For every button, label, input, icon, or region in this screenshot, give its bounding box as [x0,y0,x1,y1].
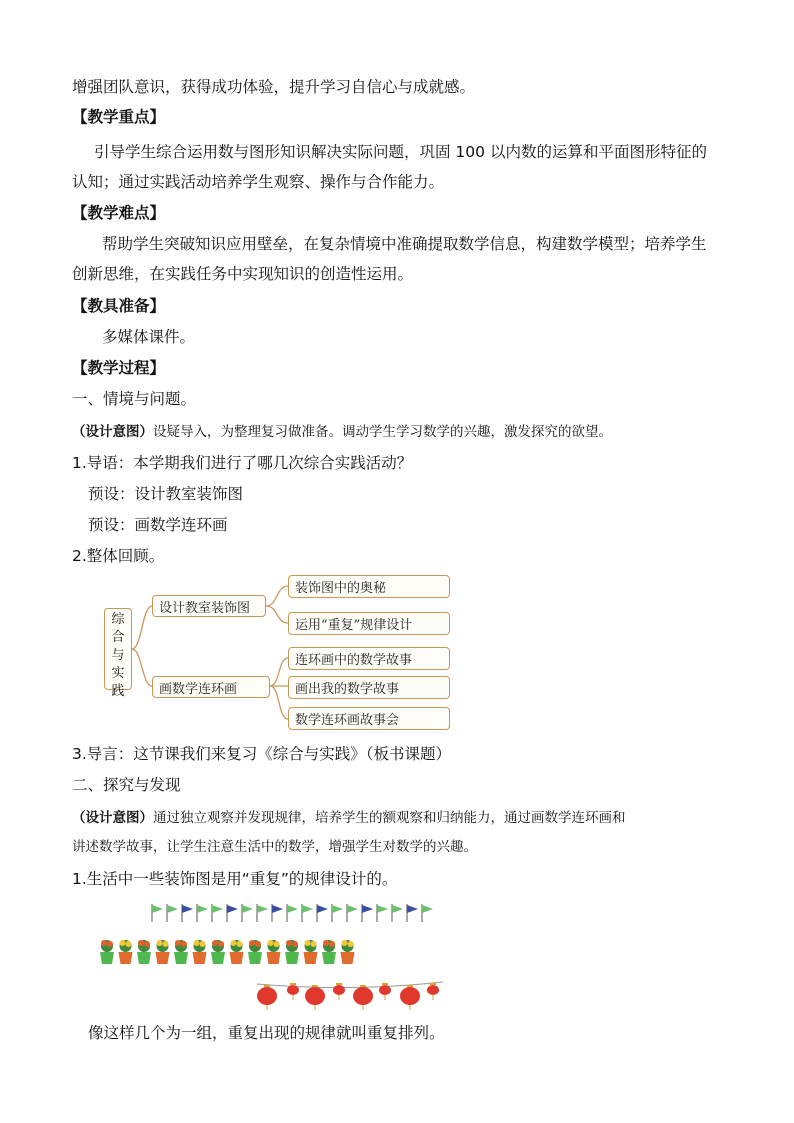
flower-pot-icon [267,940,281,964]
flag-icon [377,904,388,922]
flower-pot-icon [174,940,188,964]
mindmap-leaf: 画出我的数学故事 [288,676,450,699]
preset-answer: 预设：设计教室装饰图 [88,485,244,503]
flower-pot-icon [322,940,336,964]
design-intent-label: （设计意图） [72,424,153,440]
section-title: 一、情境与问题。 [72,390,197,408]
flower-pot-row-illustration [96,932,366,972]
flag-icon [287,904,298,922]
flag-icon [167,904,178,922]
flag-icon [257,904,268,922]
flag-icon [182,904,193,922]
heading-focus: 【教学重点】 [72,108,166,126]
flag-icon [317,904,328,922]
flower-pot-icon [211,940,225,964]
root-char: 与 [111,648,125,663]
lantern-icon [257,985,277,1010]
heading-process: 【教学过程】 [72,359,166,377]
flower-pot-icon [100,940,114,964]
design-intent-text: 通过独立观察并发现规律，培养学生的额观察和归纳能力，通过画数学连环画和 [153,810,626,826]
question: 3.导言：这节课我们来复习《综合与实践》（板书课题） [72,745,452,763]
root-char: 践 [111,684,125,699]
paragraph: 增强团队意识，获得成功体验，提升学习自信心与成就感。 [72,78,476,96]
mindmap-leaf: 连环画中的数学故事 [288,647,450,670]
mindmap-leaf: 装饰图中的奥秘 [288,575,450,598]
flower-pot-icon [248,940,262,964]
flower-pot-icon [119,940,133,964]
mindmap-leaf: 运用“重复”规律设计 [288,612,450,635]
flag-icon [347,904,358,922]
root-char: 综 [111,612,125,627]
heading-difficulty: 【教学难点】 [72,204,166,222]
paragraph: 多媒体课件。 [102,328,196,346]
flower-pot-icon [156,940,170,964]
lantern-icon [305,985,325,1010]
question: 1.导语：本学期我们进行了哪几次综合实践活动？ [72,454,413,472]
flag-icon [302,904,313,922]
paragraph: 像这样几个为一组，重复出现的规律就叫重复排列。 [88,1024,445,1042]
flag-icon [227,904,238,922]
design-intent-text: 设疑导入，为整理复习做准备。调动学生学习数学的兴趣，激发探究的欲望。 [153,424,612,440]
paragraph: 认知；通过实践活动培养学生观察、操作与合作能力。 [72,173,445,191]
flower-pot-icon [137,940,151,964]
section-title: 二、探究与发现 [72,776,181,794]
flag-icon [152,904,163,922]
flag-icon [212,904,223,922]
design-intent-label: （设计意图） [72,810,153,826]
flag-icon [362,904,373,922]
flag-icon [422,904,433,922]
paragraph: 帮助学生突破知识应用壁垒，在复杂情境中准确提取数学信息，构建数学模型；培养学生 [102,235,707,253]
preset-answer: 预设：画数学连环画 [88,516,228,534]
flower-pot-icon [341,940,355,964]
flag-row-illustration [148,898,448,928]
question: 2.整体回顾。 [72,547,165,565]
flag-icon [272,904,283,922]
root-char: 实 [111,666,125,681]
flower-pot-icon [285,940,299,964]
mindmap-root [104,608,132,699]
lantern-row-illustration [255,978,445,1018]
design-intent-text: 讲述数学故事，让学生注意生活中的数学，增强学生对数学的兴趣。 [72,839,477,855]
flag-icon [242,904,253,922]
lantern-icon [287,983,299,1000]
flower-pot-icon [304,940,318,964]
root-char: 合 [111,630,125,645]
heading-tools: 【教具准备】 [72,297,166,315]
lantern-icon [353,985,373,1010]
flower-pot-icon [230,940,244,964]
mindmap-branch-comic: 画数学连环画 [152,676,270,698]
lantern-icon [379,983,391,1000]
paragraph: 引导学生综合运用数与图形知识解决实际问题，巩固 100 以内数的运算和平面图形特征的 [94,143,707,161]
paragraph: 创新思维，在实践任务中实现知识的创造性运用。 [72,265,414,283]
lantern-icon [333,983,345,1000]
flag-icon [392,904,403,922]
flag-icon [407,904,418,922]
mindmap-leaf: 数学连环画故事会 [288,707,450,730]
flower-pot-icon [193,940,207,964]
flag-icon [332,904,343,922]
paragraph: 1.生活中一些装饰图是用“重复”的规律设计的。 [72,870,398,888]
flag-icon [197,904,208,922]
lantern-icon [427,983,439,1000]
lantern-icon [400,985,420,1010]
mindmap-branch-decoration: 设计教室装饰图 [152,595,266,617]
design-intent [72,806,626,829]
